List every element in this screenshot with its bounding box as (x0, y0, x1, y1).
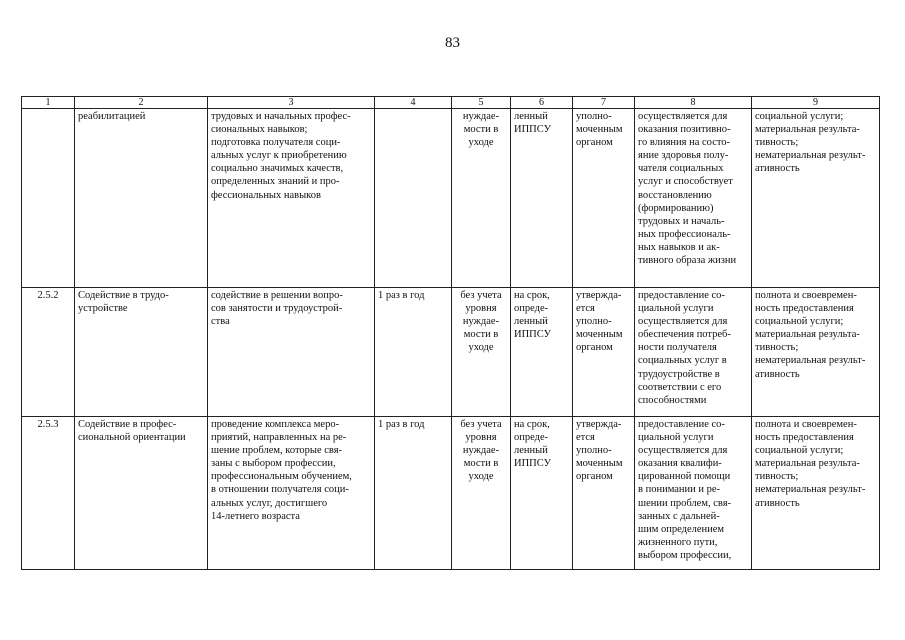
frequency-cell: 1 раз в год (375, 288, 452, 417)
header-cell: 7 (573, 97, 635, 109)
table-row (22, 109, 880, 288)
service-description-cell: трудовых и начальных профес- сиональных навыков; подготовка получателя соци- альных услуг к приобретению социально значимых качеств, определенных знаний и про- фессиональных навыков (208, 109, 375, 288)
service-name-cell: Содействие в трудо- устройстве (75, 288, 208, 417)
header-cell: 6 (511, 97, 573, 109)
service-name-cell: Содействие в профес- сиональной ориентации (75, 417, 208, 570)
header-cell: 3 (208, 97, 375, 109)
quality-indicators-cell: полнота и своевремен- ность предоставления социальной услуги; материальная результа- тивность; нематериальная результ- ативность (752, 417, 880, 570)
term-cell: на срок, опреде- ленный ИППСУ (511, 288, 573, 417)
need-level-cell: без учета уровня нуждае- мости в уходе (452, 288, 511, 417)
term-cell: на срок, опреде- ленный ИППСУ (511, 417, 573, 570)
frequency-cell: 1 раз в год (375, 417, 452, 570)
table-row (22, 288, 880, 417)
conditions-cell: предоставление со- циальной услуги осуществляется для оказания квалифи- цированной помощи в понимании и ре- шении проблем, свя- занных с дальней- шим определением жизненного пути, выбором профессии, (635, 417, 752, 570)
header-cell: 5 (452, 97, 511, 109)
service-number-cell: 2.5.2 (22, 288, 75, 417)
table-header-row (22, 97, 880, 109)
header-cell: 4 (375, 97, 452, 109)
header-cell: 8 (635, 97, 752, 109)
term-cell: ленный ИППСУ (511, 109, 573, 288)
services-table (21, 96, 880, 570)
conditions-cell: предоставление со- циальной услуги осуществляется для обеспечения потреб- ности получателя социальных услуг в трудоустройстве в соответствии с его способностями (635, 288, 752, 417)
quality-indicators-cell: социальной услуги; материальная результа- тивность; нематериальная результ- ативность (752, 109, 880, 288)
conditions-cell: осуществляется для оказания позитивно- го влияния на состо- яние здоровья полу- чателя социальных услуг и способствует восстановлению (формированию) трудовых и началь- ных профессиональ- ных навыков и ак- тивного образа жизни (635, 109, 752, 288)
frequency-cell (375, 109, 452, 288)
cost-cell: утвержда- ется уполно- моченным органом (573, 417, 635, 570)
header-cell: 1 (22, 97, 75, 109)
cost-cell: уполно- моченным органом (573, 109, 635, 288)
page-number: 83 (445, 35, 460, 51)
service-number-cell: 2.5.3 (22, 417, 75, 570)
header-cell: 2 (75, 97, 208, 109)
need-level-cell: нуждае- мости в уходе (452, 109, 511, 288)
header-cell: 9 (752, 97, 880, 109)
table-row (22, 417, 880, 570)
need-level-cell: без учета уровня нуждае- мости в уходе (452, 417, 511, 570)
quality-indicators-cell: полнота и своевремен- ность предоставления социальной услуги; материальная результа- тивность; нематериальная результ- ативность (752, 288, 880, 417)
service-description-cell: проведение комплекса меро- приятий, направленных на ре- шение проблем, которые свя- заны с выбором профессии, профессиональным обучением, в отношении получателя соци- альных услуг, достигшего 14-летнего возраста (208, 417, 375, 570)
service-name-cell: реабилитацией (75, 109, 208, 288)
service-description-cell: содействие в решении вопро- сов занятости и трудоустрой- ства (208, 288, 375, 417)
service-number-cell (22, 109, 75, 288)
cost-cell: утвержда- ется уполно- моченным органом (573, 288, 635, 417)
